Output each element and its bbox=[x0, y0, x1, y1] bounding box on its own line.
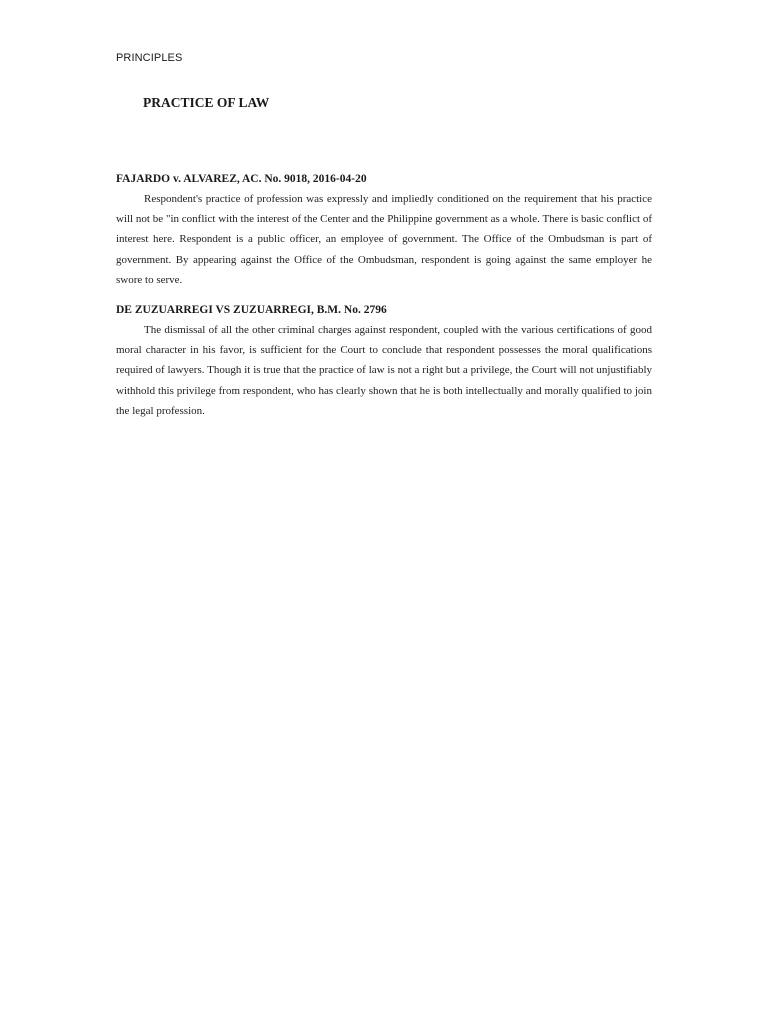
case-body: The dismissal of all the other criminal charges against respondent, coupled with the various certifications of good moral character in his favor, is sufficient for the Court to conclude that respondent possesses the moral qualifications required of lawyers. Though it is true that the practice of law is not a right but a privilege, the Court will not unjustifiably withhold this privilege from respondent, who has clearly shown that he is both intellectually and morally qualified to join the legal profession. bbox=[116, 324, 652, 417]
section-header: PRINCIPLES bbox=[116, 52, 183, 64]
case-entry-fajardo bbox=[116, 172, 652, 290]
case-heading: DE ZUZUARREGI VS ZUZUARREGI, B.M. No. 2796 bbox=[116, 304, 387, 317]
document-content bbox=[116, 172, 652, 421]
case-entry-de-zuzuarregi bbox=[116, 303, 652, 421]
case-heading: FAJARDO v. ALVAREZ, AC. No. 9018, 2016-04-20 bbox=[116, 173, 367, 185]
document-title: PRACTICE OF LAW bbox=[143, 95, 270, 110]
case-body: Respondent's practice of profession was expressly and impliedly conditioned on the requirement that his practice will not be "in conflict with the interest of the Center and the Philippine government as a whole. There is basic conflict of interest here. Respondent is a public officer, an employee of government. The Office of the Ombudsman is part of government. By appearing against the Office of the Ombudsman, respondent is going against the same employer he swore to serve. bbox=[116, 193, 652, 286]
